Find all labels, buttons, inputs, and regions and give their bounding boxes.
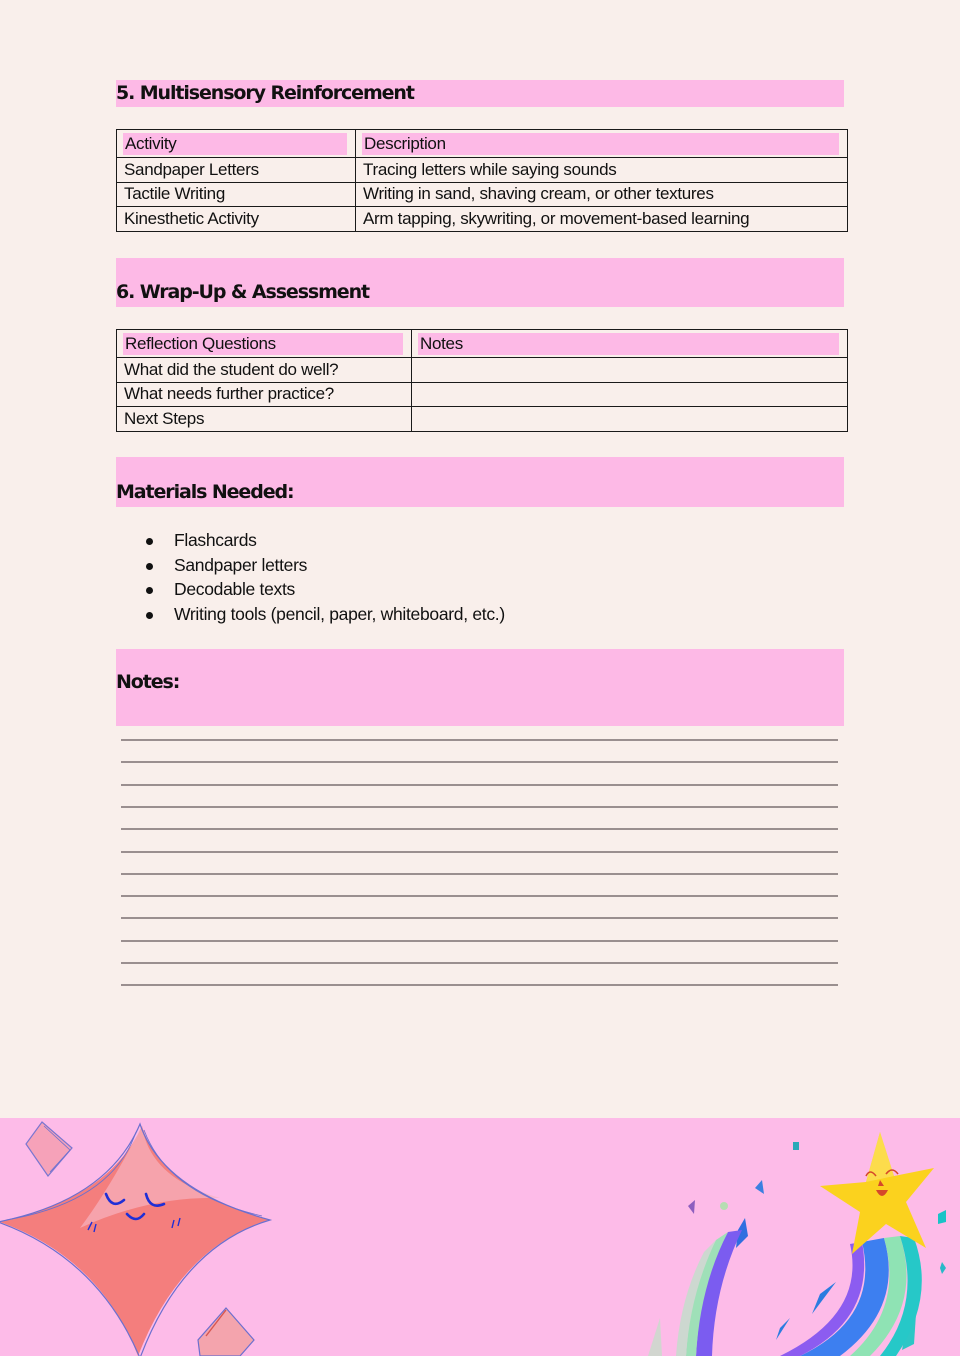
footer-decoration — [0, 1118, 960, 1356]
activity-cell: Tactile Writing — [117, 182, 356, 207]
activity-cell: Kinesthetic Activity — [117, 207, 356, 232]
list-item — [116, 602, 505, 627]
column-header: Notes — [412, 330, 848, 358]
note-rule-line — [121, 940, 838, 942]
table-row — [117, 157, 848, 182]
section-header-wrapup — [116, 258, 844, 307]
description-cell: Arm tapping, skywriting, or movement-based learning — [356, 207, 848, 232]
list-item — [116, 528, 505, 553]
notes-cell[interactable] — [412, 382, 848, 407]
footer-illustration — [0, 1118, 960, 1356]
column-header: Activity — [117, 130, 356, 158]
table-row — [117, 382, 848, 407]
list-item — [116, 553, 505, 578]
list-item-text: Decodable texts — [174, 579, 295, 599]
note-rule-line — [121, 873, 838, 875]
notes-cell[interactable] — [412, 357, 848, 382]
smiling-star-icon — [820, 1132, 934, 1254]
small-diamond-icon — [26, 1122, 72, 1176]
table-header-row — [117, 330, 848, 358]
bullet-icon — [146, 612, 153, 619]
section-title: 6. Wrap-Up & Assessment — [116, 281, 370, 303]
column-header: Reflection Questions — [117, 330, 412, 358]
note-rule-line — [121, 962, 838, 964]
materials-list — [116, 528, 505, 626]
question-cell: What did the student do well? — [117, 357, 412, 382]
multisensory-table — [116, 129, 848, 232]
table-header-row — [117, 130, 848, 158]
section-header-materials — [116, 457, 844, 507]
note-rule-line — [121, 828, 838, 830]
table-row — [117, 357, 848, 382]
bullet-icon — [146, 538, 153, 545]
note-rule-line — [121, 895, 838, 897]
note-rule-line — [121, 784, 838, 786]
question-cell: What needs further practice? — [117, 382, 412, 407]
section-header-multisensory — [116, 80, 844, 107]
bullet-icon — [146, 563, 153, 570]
note-rule-line — [121, 739, 838, 741]
notes-cell[interactable] — [412, 407, 848, 432]
section-title: 5. Multisensory Reinforcement — [116, 82, 414, 104]
table-row — [117, 182, 848, 207]
note-rule-line — [121, 917, 838, 919]
list-item-text: Sandpaper letters — [174, 554, 308, 575]
column-header: Description — [356, 130, 848, 158]
note-rule-line — [121, 806, 838, 808]
note-rule-line — [121, 851, 838, 853]
section-title: Notes: — [116, 671, 180, 693]
section-header-notes — [116, 649, 844, 726]
note-rule-line — [121, 984, 838, 986]
activity-cell: Sandpaper Letters — [117, 157, 356, 182]
note-rule-line — [121, 761, 838, 763]
small-diamond-icon — [198, 1308, 254, 1356]
list-item — [116, 577, 505, 602]
table-row — [117, 207, 848, 232]
list-item-text: Writing tools (pencil, paper, whiteboard, etc.) — [174, 603, 505, 624]
question-cell: Next Steps — [117, 407, 412, 432]
bullet-icon — [146, 587, 153, 594]
table-row — [117, 407, 848, 432]
wrapup-table — [116, 329, 848, 432]
description-cell: Tracing letters while saying sounds — [356, 157, 848, 182]
section-title: Materials Needed: — [116, 481, 294, 503]
description-cell: Writing in sand, shaving cream, or other textures — [356, 182, 848, 207]
list-item-text: Flashcards — [174, 530, 257, 550]
rainbow-trail-icon — [648, 1230, 922, 1356]
